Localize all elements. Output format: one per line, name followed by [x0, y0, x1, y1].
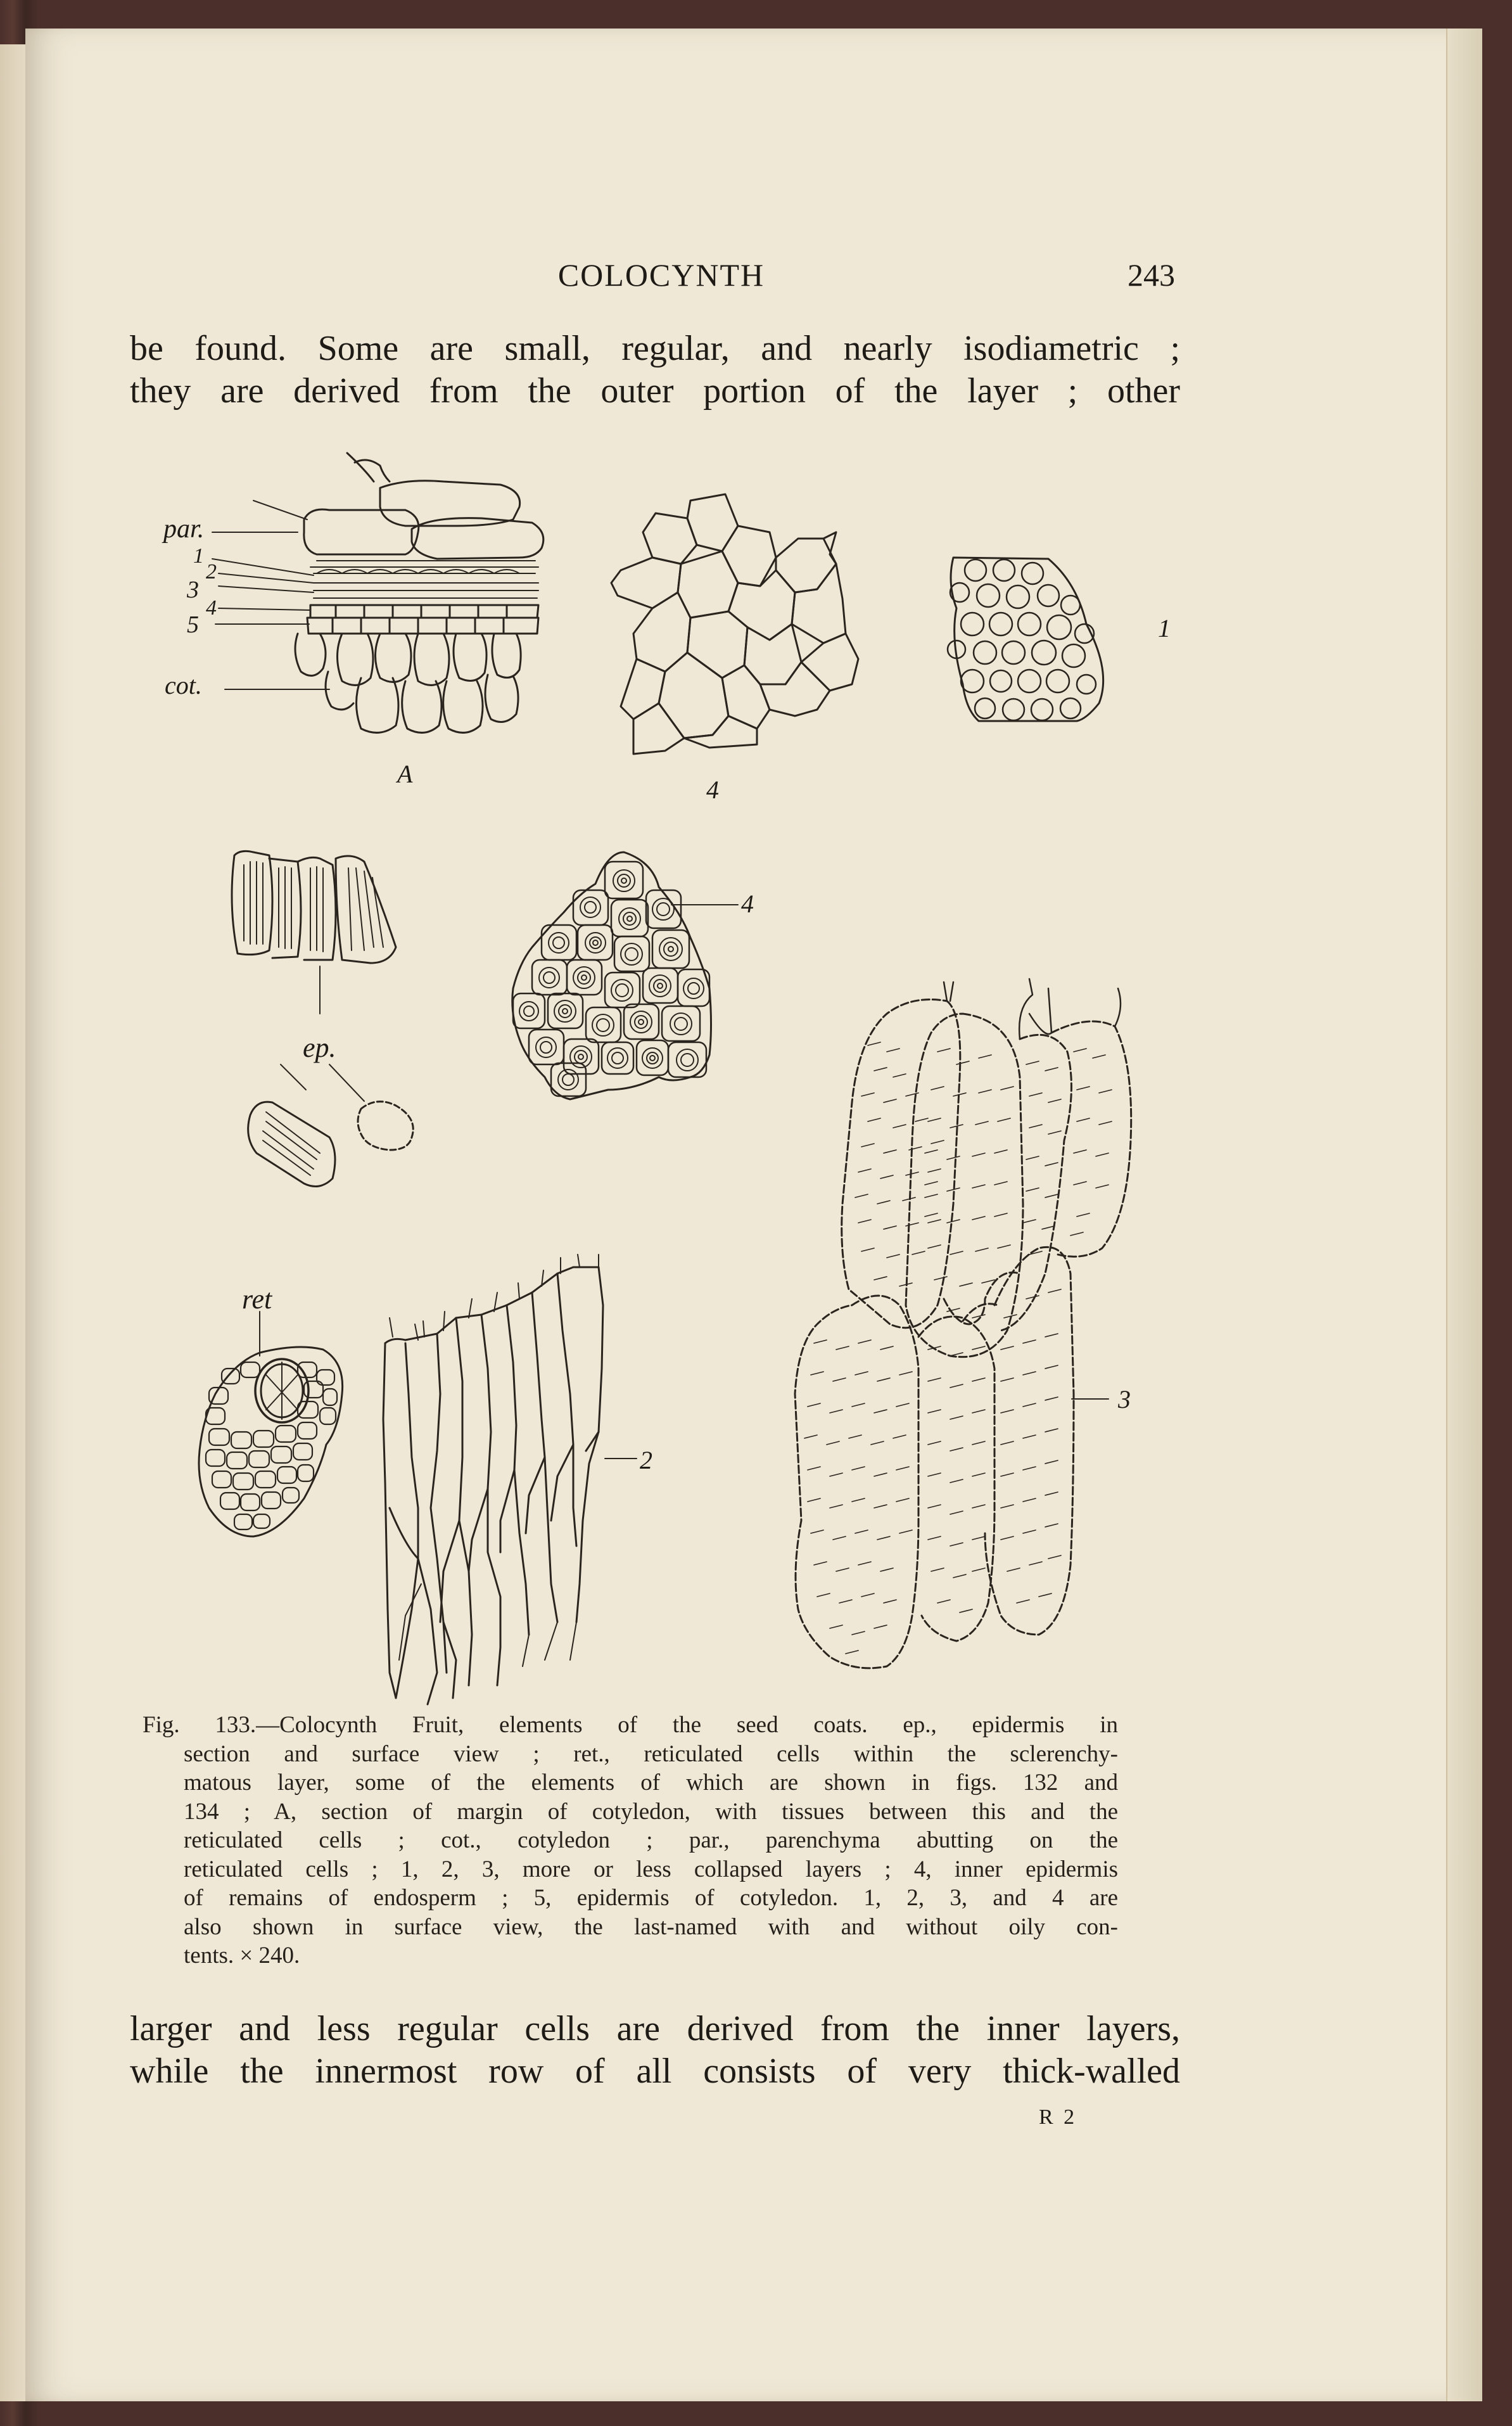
label-cot: cot.	[165, 671, 202, 699]
running-head: COLOCYNTH	[557, 257, 765, 293]
page-number: 243	[1128, 257, 1175, 293]
caption-line: also shown in surface view, the last-named with and without oily con-	[184, 1913, 1118, 1940]
label-ret: ret	[242, 1284, 272, 1315]
body-text-line: larger and less regular cells are derived from the inner layers,	[130, 2009, 1180, 2048]
caption-line: tents. × 240.	[184, 1943, 300, 1969]
label-a: A	[397, 760, 413, 788]
caption-line: Fig. 133.—Colocynth Fruit, elements of the seed coats. ep., epidermis in	[143, 1712, 1118, 1738]
caption-line: reticulated cells ; cot., cotyledon ; par., parenchyma abutting on the	[184, 1827, 1118, 1853]
label-1-pitted: 1	[1158, 614, 1171, 642]
figure-4-network	[611, 494, 858, 754]
figure-ret-reticulated	[199, 1312, 343, 1536]
label-2: 2	[206, 560, 217, 584]
figure-caption	[143, 1711, 1118, 1970]
body-text-line: while the innermost row of all consists of very thick-walled	[130, 2052, 1180, 2091]
caption-line: reticulated cells ; 1, 2, 3, more or less collapsed layers ; 4, inner epidermis	[184, 1856, 1118, 1882]
caption-line: section and surface view ; ret., reticulated cells within the sclerenchy-	[184, 1740, 1118, 1767]
label-3: 3	[187, 577, 199, 603]
caption-line: of remains of endosperm ; 5, epidermis of cotyledon. 1, 2, 3, and 4 are	[184, 1885, 1118, 1911]
label-2-elongated: 2	[640, 1446, 652, 1474]
body-text-line: they are derived from the outer portion of the layer ; other	[130, 371, 1180, 411]
figure-1-pitted-cell	[948, 558, 1103, 721]
label-par: par.	[163, 514, 205, 544]
label-3-collapsed: 3	[1118, 1385, 1131, 1414]
figure-ep-epidermis	[232, 851, 413, 1186]
caption-line: 134 ; A, section of margin of cotyledon, with tissues between this and the	[184, 1798, 1118, 1825]
figure-2-elongated-cells	[383, 1254, 637, 1704]
label-ep: ep.	[303, 1032, 336, 1063]
label-4: 4	[206, 596, 217, 620]
body-text-line: be found. Some are small, regular, and nearly isodiametric ;	[130, 329, 1180, 368]
caption-line: matous layer, some of the elements of which are shown in figs. 132 and	[184, 1770, 1118, 1796]
label-5: 5	[187, 611, 199, 638]
signature-mark: R 2	[1039, 2105, 1077, 2129]
figure-a-section	[212, 453, 543, 732]
label-4-oily: 4	[741, 890, 754, 918]
figure-4-oily-cells	[512, 852, 738, 1099]
figure-3-collapsed-cells	[795, 979, 1131, 1668]
label-4-network: 4	[706, 776, 719, 804]
label-1: 1	[193, 544, 204, 568]
